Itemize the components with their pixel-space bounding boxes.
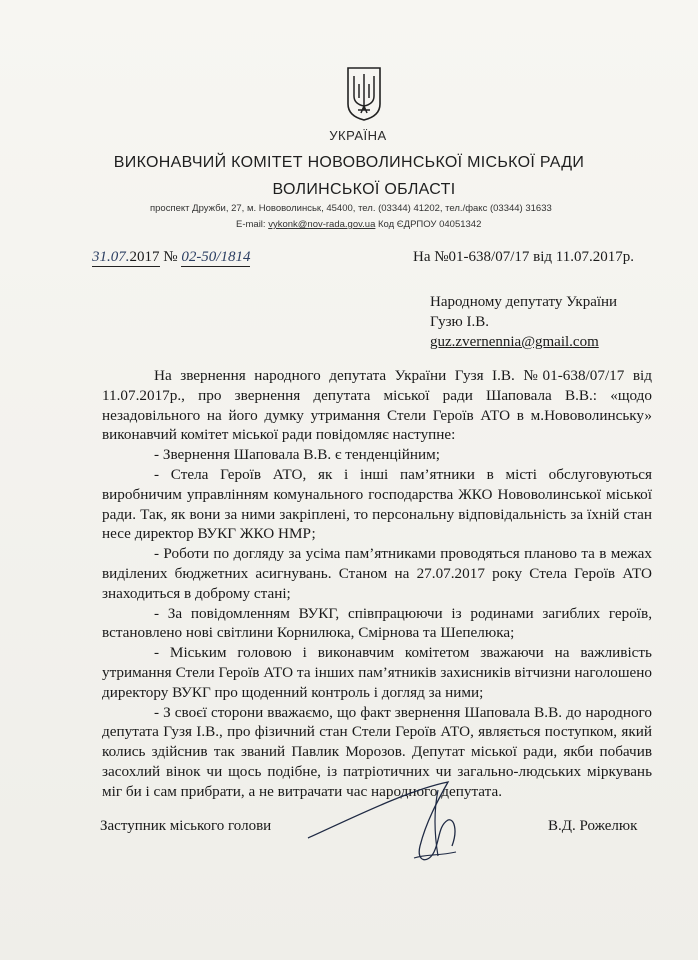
handwritten-date: 31.07. bbox=[92, 249, 130, 265]
organization-contact bbox=[236, 219, 481, 230]
list-item: - З своєї сторони вважаємо, що факт звернення Шаповала В.В. до народного депутата Гузя І.В., про фізичний стан Стели Героїв АТО, являється поступком, який колись здійснив так званий Павлик Морозов. Депутат міської ради, якби побачив засохлий вінок чи щось подібне, із патріотичних чи загально-людських міркувань міг би і сам прибрати, а не витрачати час народного депутата. bbox=[102, 703, 652, 800]
addressee-email-link[interactable]: guz.zvernennia@gmail.com bbox=[430, 334, 599, 350]
intro-paragraph: На звернення народного депутата України Гузя І.В. №01-638/07/17 від 11.07.2017р., про звернення депутата міської ради Шаповала В.В.: «щодо незадовільного на його думку утримання Стели Героїв АТО в м.Нововолинську» виконавчий комітет міської ради повідомляє наступне: bbox=[102, 367, 652, 444]
outgoing-year: 2017 bbox=[129, 249, 160, 265]
edrpou-code: Код ЄДРПОУ 04051342 bbox=[378, 219, 482, 230]
organization-name: ВИКОНАВЧИЙ КОМІТЕТ НОВОВОЛИНСЬКОЇ МІСЬКОЇ РАДИ bbox=[113, 154, 585, 171]
addressee-title: Народному депутату України bbox=[430, 294, 618, 310]
handwritten-number: 02-50/1814 bbox=[181, 249, 251, 265]
coat-of-arms-trident-icon bbox=[344, 66, 384, 122]
list-item: - Роботи по догляду за усіма пам’ятниками проводяться планово та в межах виділених бюджетних асигнувань. Станом на 27.07.2017 року Стела Героїв АТО знаходиться в доброму стані; bbox=[102, 545, 652, 602]
addressee-block bbox=[430, 292, 617, 352]
email-label: E-mail: bbox=[236, 219, 266, 230]
organization-email-link[interactable]: vykonk@nov-rada.gov.ua bbox=[268, 219, 376, 230]
list-item: - За повідомленням ВУКГ, співпрацюючи із родинами загиблих героїв, встановлено нові світлини Корнилюка, Смірнова та Шепелюка; bbox=[102, 604, 652, 642]
list-item: - Звернення Шаповала В.В. є тенденційним; bbox=[154, 446, 440, 464]
list-item: - Міським головою і виконавчим комітетом зважаючи на важливість утримання Стели Героїв АТО та інших пам’ятників захисників вітчизни наголошено директору ВУКГ про щоденний контроль і догляд за ними; bbox=[102, 644, 652, 701]
signatory-role: Заступник міського голови bbox=[100, 818, 272, 834]
number-sign: № bbox=[163, 249, 178, 265]
signatory-name: В.Д. Рожелюк bbox=[548, 818, 638, 834]
organization-region: ВОЛИНСЬКОЇ ОБЛАСТІ bbox=[272, 181, 456, 198]
list-item: - Стела Героїв АТО, як і інші пам’ятники в місті обслуговуються виробничим управлінням комунального господарства ЖКО Нововолинської міської ради. Так, як вони за ними закріплені, то персональну відповідальність за їхній стан несе директор ВУКГ ЖКО НМР; bbox=[102, 465, 652, 543]
country-name: УКРАЇНА bbox=[329, 128, 387, 143]
outgoing-date-number bbox=[92, 249, 250, 267]
reference-line: На №01-638/07/17 від 11.07.2017р. bbox=[413, 249, 634, 265]
addressee-name: Гузю І.В. bbox=[430, 314, 489, 330]
handwritten-signature bbox=[288, 760, 498, 870]
letter-body bbox=[102, 366, 652, 802]
organization-address: проспект Дружби, 27, м. Нововолинськ, 45400, тел. (03344) 41202, тел./факс (03344) 31633 bbox=[150, 203, 552, 214]
